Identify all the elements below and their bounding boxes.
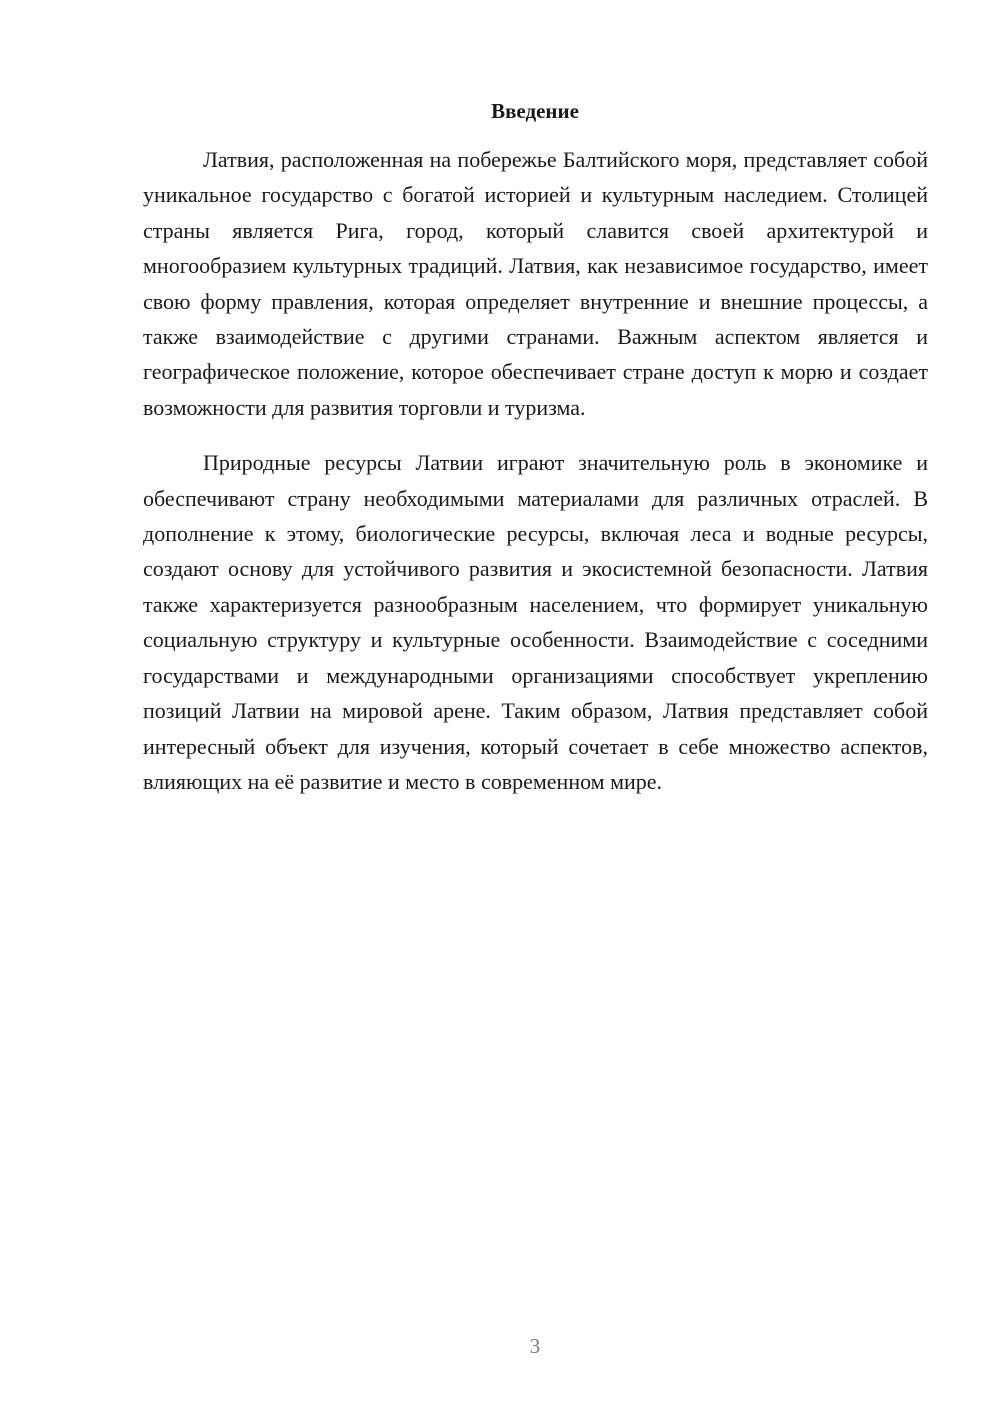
paragraph-introduction-1: Латвия, расположенная на побережье Балтийского моря, представляет собой уникальное государство с богатой историей и культурным наследием. Столицей страны является Рига, город, который славится своей архитектурой и многообразием культурных традиций. Латвия, как независимое государство, имеет свою форму правления, которая определяет внутренние и внешние процессы, а также взаимодействие с другими странами. Важным аспектом является и географическое положение, которое обеспечивает стране доступ к морю и создает возможности для развития торговли и туризма. — [143, 147, 928, 420]
paragraph-introduction-2: Природные ресурсы Латвии играют значительную роль в экономике и обеспечивают страну необходимыми материалами для различных отраслей. В дополнение к этому, биологические ресурсы, включая леса и водные ресурсы, создают основу для устойчивого развития и экосистемной безопасности. Латвия также характеризуется разнообразным населением, что формирует уникальную социальную структуру и культурные особенности. Взаимодействие с соседними государствами и международными организациями способствует укреплению позиций Латвии на мировой арене. Таким образом, Латвия представляет собой интересный объект для изучения, который сочетает в себе множество аспектов, влияющих на её развитие и место в современном мире. — [143, 450, 928, 794]
body-text — [143, 142, 928, 819]
page-number: 3 — [529, 1334, 541, 1358]
section-heading: Введение — [491, 99, 579, 123]
